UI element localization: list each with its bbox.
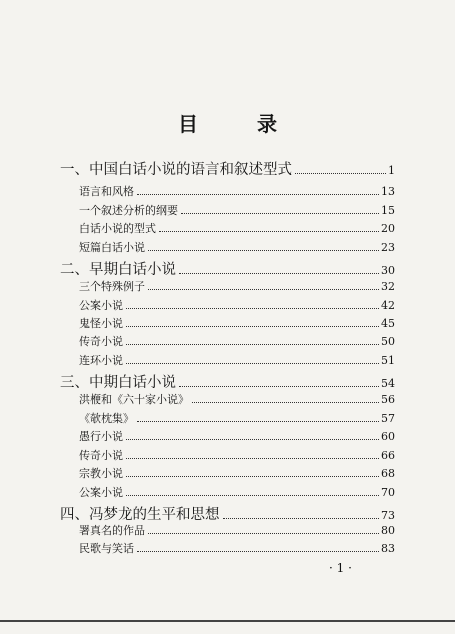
toc-entry-page: 1: [388, 164, 395, 177]
bottom-rule: [0, 620, 455, 622]
toc-entry-label: 公案小说: [79, 486, 123, 499]
dot-leader: [159, 231, 379, 232]
toc-entry-label: 语言和风格: [79, 185, 134, 198]
toc-entry-page: 66: [381, 449, 395, 462]
toc-entry-label: 传奇小说: [79, 335, 123, 348]
toc-section-entry[interactable]: [79, 297, 395, 313]
toc-entry-page: 45: [381, 317, 395, 330]
dot-leader: [137, 551, 379, 552]
toc-entry-page: 56: [381, 393, 395, 406]
toc-entry-page: 30: [381, 264, 395, 277]
dot-leader: [179, 273, 379, 274]
toc-entry-label: 愚行小说: [79, 430, 123, 443]
toc-entry-page: 68: [381, 467, 395, 480]
toc-entry-page: 57: [381, 412, 395, 425]
toc-entry-label: 洪楩和《六十家小说》: [79, 393, 189, 406]
toc-entry-page: 42: [381, 299, 395, 312]
toc-entry-label: 一个叙述分析的纲要: [79, 204, 178, 217]
toc-entry-label: 短篇白话小说: [79, 241, 145, 254]
dot-leader: [126, 344, 379, 345]
toc-section-entry[interactable]: [79, 428, 395, 444]
dot-leader: [295, 173, 386, 174]
toc-chapter-entry[interactable]: [60, 258, 395, 279]
dot-leader: [126, 439, 379, 440]
dot-leader: [148, 533, 379, 534]
dot-leader: [126, 363, 379, 364]
toc-entry-page: 54: [381, 377, 395, 390]
toc-section-entry[interactable]: [79, 522, 395, 538]
toc-chapter-entry[interactable]: [60, 158, 395, 179]
toc-section-entry[interactable]: [79, 465, 395, 481]
toc-entry-label: 三个特殊例子: [79, 280, 145, 293]
toc-entry-page: 70: [381, 486, 395, 499]
dot-leader: [148, 250, 379, 251]
toc-entry-label: 公案小说: [79, 299, 123, 312]
toc-section-entry[interactable]: [79, 352, 395, 368]
toc-section-entry[interactable]: [79, 540, 395, 556]
dot-leader: [126, 495, 379, 496]
toc-section-entry[interactable]: [79, 202, 395, 218]
dot-leader: [137, 194, 379, 195]
toc-section-entry[interactable]: [79, 333, 395, 349]
toc-section-entry[interactable]: [79, 391, 395, 407]
toc-section-entry[interactable]: [79, 278, 395, 294]
dot-leader: [223, 518, 380, 519]
page-number: · 1 ·: [329, 561, 352, 575]
toc-chapter-entry[interactable]: [60, 371, 395, 392]
toc-entry-label: 宗教小说: [79, 467, 123, 480]
dot-leader: [181, 213, 379, 214]
toc-entry-page: 73: [381, 509, 395, 522]
toc-chapter-entry[interactable]: [60, 503, 395, 524]
toc-entry-page: 50: [381, 335, 395, 348]
dot-leader: [179, 386, 379, 387]
toc-entry-page: 20: [381, 222, 395, 235]
toc-entry-label: 白话小说的型式: [79, 222, 156, 235]
dot-leader: [126, 326, 379, 327]
toc-section-entry[interactable]: [79, 315, 395, 331]
toc-entry-label: 二、早期白话小说: [60, 262, 176, 278]
toc-section-entry[interactable]: [79, 484, 395, 500]
toc-section-entry[interactable]: [79, 220, 395, 236]
toc-section-entry[interactable]: [79, 183, 395, 199]
toc-section-entry[interactable]: [79, 239, 395, 255]
toc-entry-page: 32: [381, 280, 395, 293]
toc-entry-label: 三、中期白话小说: [60, 375, 176, 391]
toc-entry-page: 15: [381, 204, 395, 217]
toc-entry-page: 60: [381, 430, 395, 443]
toc-section-entry[interactable]: [79, 410, 395, 426]
dot-leader: [126, 458, 379, 459]
page-title: 目 录: [178, 112, 303, 136]
toc-entry-page: 13: [381, 185, 395, 198]
toc-entry-label: 鬼怪小说: [79, 317, 123, 330]
toc-entry-page: 80: [381, 524, 395, 537]
toc-section-entry[interactable]: [79, 447, 395, 463]
toc-entry-label: 民歌与笑话: [79, 542, 134, 555]
dot-leader: [137, 421, 379, 422]
dot-leader: [126, 476, 379, 477]
toc-entry-label: 一、中国白话小说的语言和叙述型式: [60, 162, 292, 178]
toc-entry-label: 连环小说: [79, 354, 123, 367]
toc-entry-label: 《欹枕集》: [79, 412, 134, 425]
dot-leader: [126, 308, 379, 309]
toc-entry-label: 四、冯梦龙的生平和思想: [60, 507, 220, 523]
toc-entry-label: 署真名的作品: [79, 524, 145, 537]
dot-leader: [192, 402, 379, 403]
toc-entry-page: 83: [381, 542, 395, 555]
toc-entry-page: 51: [381, 354, 395, 367]
toc-entry-label: 传奇小说: [79, 449, 123, 462]
toc-entry-page: 23: [381, 241, 395, 254]
dot-leader: [148, 289, 379, 290]
